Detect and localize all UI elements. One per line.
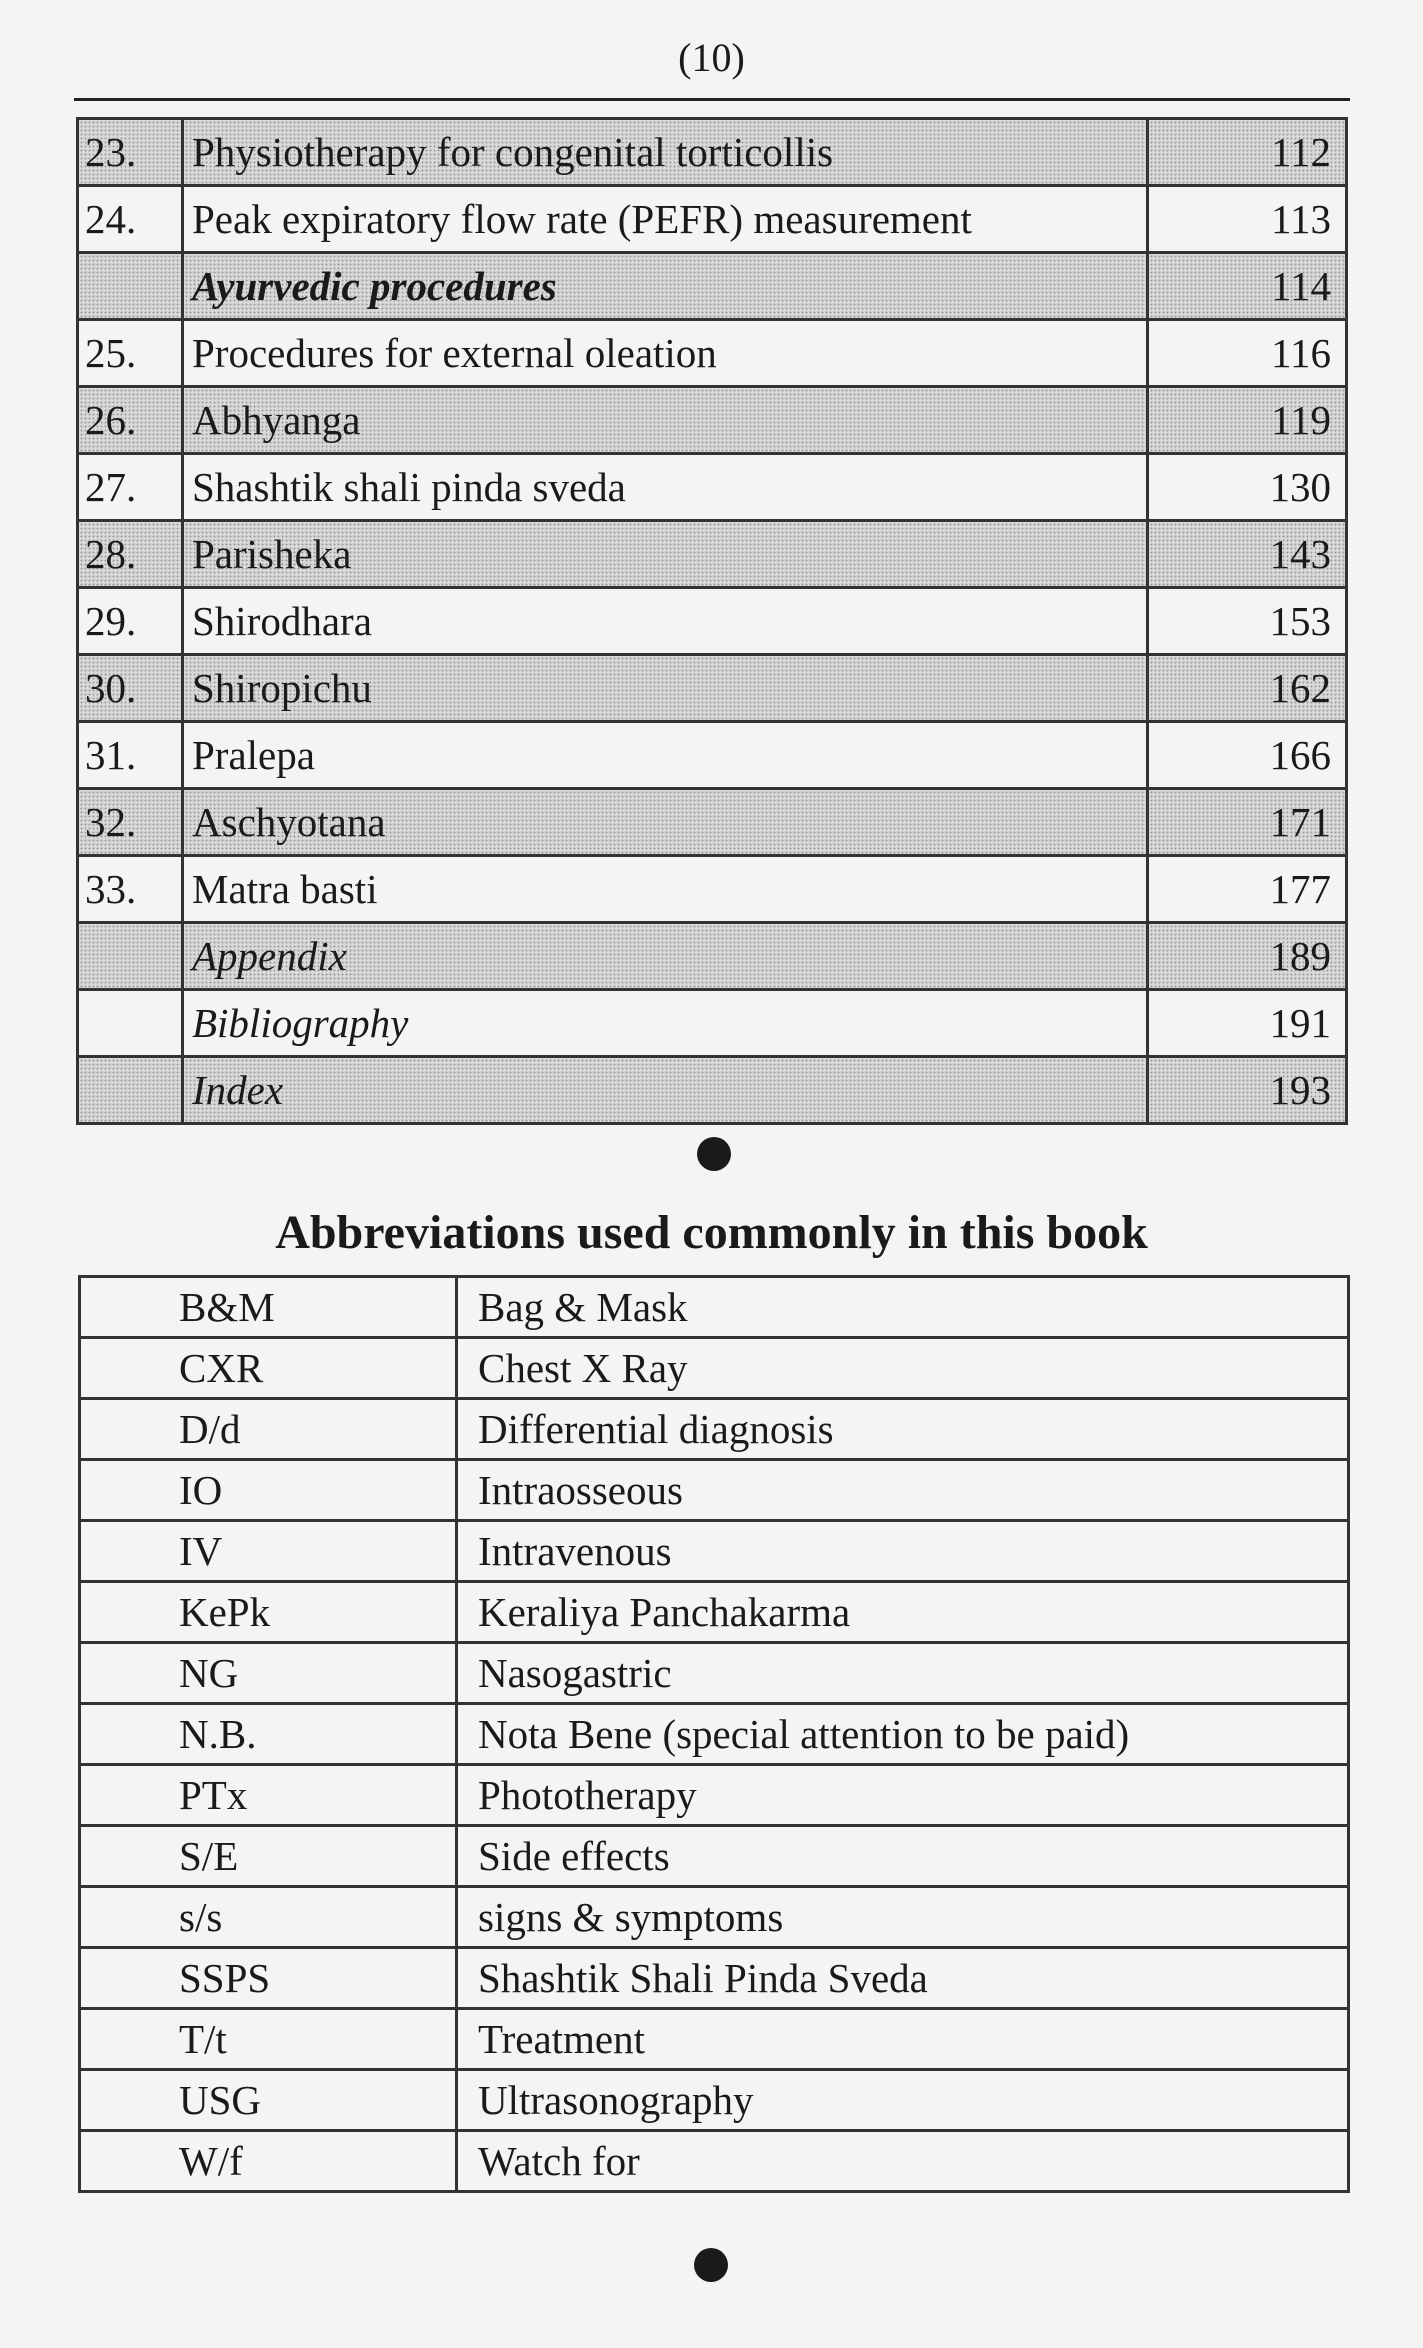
abbreviation-code: D/d <box>80 1399 457 1460</box>
abbreviations-table <box>78 1275 1350 2193</box>
page-ref: 177 <box>1148 856 1347 923</box>
page-ref: 116 <box>1148 320 1347 387</box>
chapter-number: 26. <box>78 387 183 454</box>
abbreviation-row <box>80 1277 1349 1338</box>
chapter-number <box>78 1057 183 1124</box>
contents-row <box>78 521 1347 588</box>
chapter-title: Physiotherapy for congenital torticollis <box>183 119 1148 186</box>
chapter-title: Shirodhara <box>183 588 1148 655</box>
chapter-number: 31. <box>78 722 183 789</box>
abbreviation-meaning: signs & symptoms <box>457 1887 1349 1948</box>
abbreviation-meaning: Chest X Ray <box>457 1338 1349 1399</box>
abbreviation-code: KePk <box>80 1582 457 1643</box>
page-ref: 166 <box>1148 722 1347 789</box>
abbreviation-row <box>80 1704 1349 1765</box>
chapter-title: Bibliography <box>183 990 1148 1057</box>
page-ref: 119 <box>1148 387 1347 454</box>
separator-dot <box>697 1137 731 1171</box>
abbreviation-meaning: Treatment <box>457 2009 1349 2070</box>
contents-row <box>78 722 1347 789</box>
abbreviation-meaning: Keraliya Panchakarma <box>457 1582 1349 1643</box>
chapter-title: Ayurvedic procedures <box>183 253 1148 320</box>
contents-row <box>78 588 1347 655</box>
abbreviation-row <box>80 1887 1349 1948</box>
chapter-number: 27. <box>78 454 183 521</box>
abbreviation-row <box>80 1338 1349 1399</box>
chapter-number: 28. <box>78 521 183 588</box>
page-ref: 171 <box>1148 789 1347 856</box>
top-rule <box>74 98 1350 101</box>
abbreviation-code: NG <box>80 1643 457 1704</box>
abbreviation-code: B&M <box>80 1277 457 1338</box>
abbreviation-code: N.B. <box>80 1704 457 1765</box>
abbreviation-code: IV <box>80 1521 457 1582</box>
chapter-number <box>78 923 183 990</box>
abbreviation-row <box>80 1582 1349 1643</box>
chapter-number: 32. <box>78 789 183 856</box>
abbreviation-code: USG <box>80 2070 457 2131</box>
abbreviation-row <box>80 2009 1349 2070</box>
abbreviation-meaning: Intravenous <box>457 1521 1349 1582</box>
abbreviation-row <box>80 1643 1349 1704</box>
abbreviation-meaning: Intraosseous <box>457 1460 1349 1521</box>
page-ref: 193 <box>1148 1057 1347 1124</box>
abbreviation-meaning: Phototherapy <box>457 1765 1349 1826</box>
chapter-title: Abhyanga <box>183 387 1148 454</box>
abbreviation-code: S/E <box>80 1826 457 1887</box>
page-ref: 130 <box>1148 454 1347 521</box>
page-ref: 113 <box>1148 186 1347 253</box>
abbreviation-row <box>80 1826 1349 1887</box>
contents-row <box>78 253 1347 320</box>
chapter-title: Parisheka <box>183 521 1148 588</box>
chapter-number <box>78 253 183 320</box>
abbreviation-row <box>80 1521 1349 1582</box>
chapter-title: Matra basti <box>183 856 1148 923</box>
page-ref: 143 <box>1148 521 1347 588</box>
abbreviations-heading: Abbreviations used commonly in this book <box>275 1206 1148 1259</box>
chapter-title: Appendix <box>183 923 1148 990</box>
contents-table <box>76 117 1348 1125</box>
page-number: (10) <box>678 35 745 80</box>
chapter-title: Index <box>183 1057 1148 1124</box>
abbreviation-row <box>80 1765 1349 1826</box>
chapter-title: Procedures for external oleation <box>183 320 1148 387</box>
page-ref: 114 <box>1148 253 1347 320</box>
chapter-number: 25. <box>78 320 183 387</box>
abbreviation-code: SSPS <box>80 1948 457 2009</box>
abbreviation-code: PTx <box>80 1765 457 1826</box>
abbreviation-code: CXR <box>80 1338 457 1399</box>
contents-row <box>78 320 1347 387</box>
abbreviation-code: IO <box>80 1460 457 1521</box>
abbreviation-meaning: Nota Bene (special attention to be paid) <box>457 1704 1349 1765</box>
abbreviation-code: T/t <box>80 2009 457 2070</box>
abbreviation-row <box>80 2070 1349 2131</box>
chapter-number: 23. <box>78 119 183 186</box>
contents-row <box>78 119 1347 186</box>
abbreviation-row <box>80 1948 1349 2009</box>
chapter-number <box>78 990 183 1057</box>
contents-row <box>78 186 1347 253</box>
abbreviation-meaning: Nasogastric <box>457 1643 1349 1704</box>
contents-row <box>78 454 1347 521</box>
abbreviation-meaning: Ultrasonography <box>457 2070 1349 2131</box>
chapter-number: 33. <box>78 856 183 923</box>
page-ref: 189 <box>1148 923 1347 990</box>
contents-row <box>78 387 1347 454</box>
abbreviation-row <box>80 2131 1349 2192</box>
chapter-title: Shiropichu <box>183 655 1148 722</box>
contents-row <box>78 789 1347 856</box>
chapter-number: 29. <box>78 588 183 655</box>
contents-row <box>78 923 1347 990</box>
abbreviation-row <box>80 1460 1349 1521</box>
abbreviation-code: W/f <box>80 2131 457 2192</box>
abbreviation-meaning: Differential diagnosis <box>457 1399 1349 1460</box>
chapter-title: Peak expiratory flow rate (PEFR) measurement <box>183 186 1148 253</box>
page-ref: 191 <box>1148 990 1347 1057</box>
chapter-title: Pralepa <box>183 722 1148 789</box>
chapter-title: Aschyotana <box>183 789 1148 856</box>
abbreviation-meaning: Side effects <box>457 1826 1349 1887</box>
end-dot <box>694 2248 728 2282</box>
abbreviation-code: s/s <box>80 1887 457 1948</box>
contents-row <box>78 856 1347 923</box>
abbreviation-row <box>80 1399 1349 1460</box>
chapter-number: 30. <box>78 655 183 722</box>
chapter-title: Shashtik shali pinda sveda <box>183 454 1148 521</box>
abbreviation-meaning: Bag & Mask <box>457 1277 1349 1338</box>
contents-row <box>78 655 1347 722</box>
abbreviation-meaning: Shashtik Shali Pinda Sveda <box>457 1948 1349 2009</box>
page-ref: 153 <box>1148 588 1347 655</box>
page-ref: 162 <box>1148 655 1347 722</box>
page-ref: 112 <box>1148 119 1347 186</box>
abbreviation-meaning: Watch for <box>457 2131 1349 2192</box>
contents-row <box>78 990 1347 1057</box>
contents-row <box>78 1057 1347 1124</box>
chapter-number: 24. <box>78 186 183 253</box>
